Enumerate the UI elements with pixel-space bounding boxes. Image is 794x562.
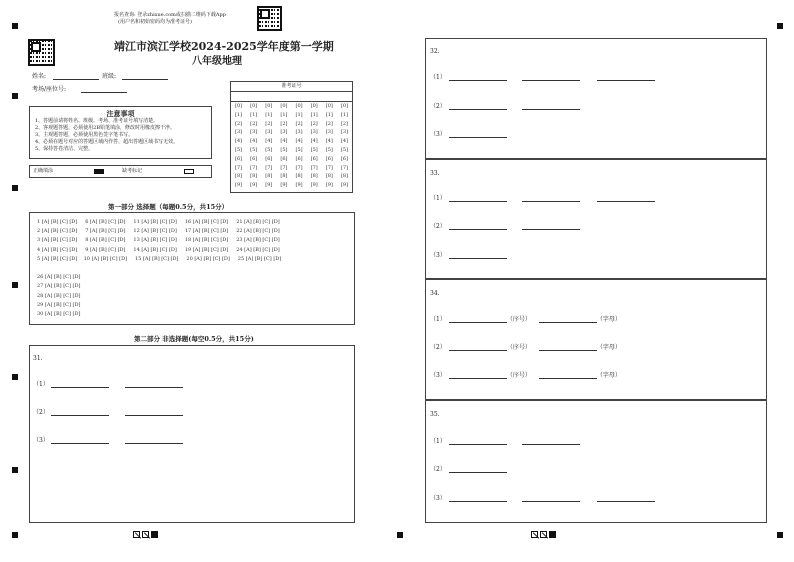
ticket-digit-bubble[interactable]: [7] xyxy=(325,164,333,171)
answer-blank[interactable] xyxy=(539,344,597,351)
registration-mark xyxy=(777,23,783,29)
ticket-digit-bubble[interactable]: [1] xyxy=(325,111,333,118)
question-31-box xyxy=(29,345,355,523)
absent-label: 缺考标记 xyxy=(122,168,143,174)
ticket-digit-bubble[interactable]: [7] xyxy=(235,164,243,171)
answer-blank[interactable] xyxy=(449,131,507,138)
item-number: （2） xyxy=(430,466,446,473)
ticket-digit-bubble[interactable]: [6] xyxy=(250,155,258,162)
ticket-digit-bubble[interactable]: [1] xyxy=(265,111,273,118)
answer-blank[interactable] xyxy=(597,495,655,502)
letter-hint: （字母） xyxy=(596,372,621,379)
answer-blank[interactable] xyxy=(522,223,580,230)
answer-blank[interactable] xyxy=(449,372,507,379)
answer-blank[interactable] xyxy=(597,195,655,202)
letter-hint: （字母） xyxy=(596,316,621,323)
item-number: （3） xyxy=(430,495,446,502)
ticket-digit-bubble[interactable]: [3] xyxy=(295,129,303,136)
ticket-digit-bubble[interactable]: [3] xyxy=(280,129,288,136)
answer-blank[interactable] xyxy=(51,409,109,416)
sequence-hint: （序号） xyxy=(506,372,531,379)
ticket-digit-bubble[interactable]: [0] xyxy=(325,103,333,109)
slash-box-icon xyxy=(133,531,140,538)
q34-row-3 xyxy=(430,370,621,379)
ticket-digit-bubble[interactable]: [0] xyxy=(280,103,288,109)
ticket-digit-bubble[interactable]: [1] xyxy=(235,111,243,118)
choice-row[interactable]: 26 [A] [B] [C] [D] xyxy=(37,274,81,281)
q33-row-3 xyxy=(430,250,507,259)
part1-title: 第一部分 选择题（每题0.5分，共15分） xyxy=(108,203,229,211)
registration-mark xyxy=(12,282,18,288)
name-field[interactable] xyxy=(53,79,99,80)
answer-blank[interactable] xyxy=(597,74,655,81)
notes-item: 2、客观题答题，必须使用2B铅笔填涂，修改时用橡皮擦干净。 xyxy=(35,125,176,131)
answer-blank[interactable] xyxy=(449,74,507,81)
ticket-digit-bubble[interactable]: [4] xyxy=(295,138,303,145)
question-32-box xyxy=(425,38,767,159)
choice-row[interactable]: 29 [A] [B] [C] [D] xyxy=(37,301,81,308)
ticket-digit-bubble[interactable]: [5] xyxy=(310,146,318,153)
room-label: 考场/座位号: xyxy=(32,86,67,93)
ticket-digit-bubble[interactable]: [6] xyxy=(340,155,348,162)
item-number: （1） xyxy=(33,381,49,388)
q33-row-1 xyxy=(430,193,655,202)
answer-blank[interactable] xyxy=(522,103,580,110)
ticket-digit-bubble[interactable]: [4] xyxy=(310,138,318,145)
ticket-digit-bubble[interactable]: [8] xyxy=(250,173,258,180)
choice-row[interactable]: 4 [A] [B] [C] [D] 9 [A] [B] [C] [D] 14 [A] [B] [C] [D] 19 [A] [B] [C] [D] 24 [A] [B] [C] [D] xyxy=(37,246,280,253)
notice-line-1: 报名查询: 登录zhixue.com或扫描二维码下载App xyxy=(114,12,226,18)
notes-item: 5、保持答卷清洁、完整。 xyxy=(35,146,94,152)
question-35-number: 35. xyxy=(430,411,440,418)
ticket-digit-bubble[interactable]: [0] xyxy=(340,103,348,109)
room-field[interactable] xyxy=(81,92,127,93)
answer-blank[interactable] xyxy=(449,223,507,230)
ticket-digit-bubble[interactable]: [9] xyxy=(295,182,303,189)
ticket-digit-bubble[interactable]: [9] xyxy=(280,182,288,189)
ticket-digit-bubble[interactable]: [7] xyxy=(340,164,348,171)
page-title: 靖江市滨江学校2024-2025学年度第一学期 xyxy=(114,40,334,53)
ticket-digit-bubble[interactable]: [3] xyxy=(250,129,258,136)
ticket-digit-bubble[interactable]: [6] xyxy=(295,155,303,162)
ticket-digit-bubble[interactable]: [6] xyxy=(265,155,273,162)
question-31-number: 31. xyxy=(33,355,43,362)
ticket-digit-bubble[interactable]: [1] xyxy=(280,111,288,118)
page-subtitle: 八年级地理 xyxy=(192,56,242,67)
q32-row-1 xyxy=(430,72,655,81)
ticket-digit-bubble[interactable]: [8] xyxy=(310,173,318,180)
ticket-digit-bubble[interactable]: [0] xyxy=(250,103,258,109)
q32-row-2 xyxy=(430,101,580,110)
ticket-digit-bubble[interactable]: [8] xyxy=(325,173,333,180)
ticket-digit-bubble[interactable]: [8] xyxy=(295,173,303,180)
ticket-digit-bubble[interactable]: [3] xyxy=(265,129,273,136)
ticket-digit-bubble[interactable]: [2] xyxy=(310,120,318,127)
ticket-digit-bubble[interactable]: [2] xyxy=(295,120,303,127)
ticket-digit-bubble[interactable]: [6] xyxy=(235,155,243,162)
ticket-digit-bubble[interactable]: [3] xyxy=(325,129,333,136)
q32-row-3 xyxy=(430,129,507,138)
registration-mark xyxy=(12,374,18,380)
part2-title: 第二部分 非选择题(每空0.5分，共15分) xyxy=(134,335,254,343)
ticket-digit-bubble[interactable]: [9] xyxy=(265,182,273,189)
ticket-digit-bubble[interactable]: [1] xyxy=(340,111,348,118)
ticket-digit-bubble[interactable]: [5] xyxy=(295,146,303,153)
ticket-digit-bubble[interactable]: [3] xyxy=(340,129,348,136)
notes-title: 注意事项 xyxy=(106,109,135,118)
answer-blank[interactable] xyxy=(522,438,580,445)
ticket-digit-bubble[interactable]: [1] xyxy=(295,111,303,118)
ticket-input-row[interactable] xyxy=(231,92,352,102)
ticket-digit-bubble[interactable]: [2] xyxy=(325,120,333,127)
ticket-digit-bubble[interactable]: [2] xyxy=(340,120,348,127)
sheet-marker-left xyxy=(133,531,160,538)
q31-row-3 xyxy=(33,435,183,444)
answer-blank[interactable] xyxy=(522,495,580,502)
ticket-digit-bubble[interactable]: [4] xyxy=(265,138,273,145)
registration-mark xyxy=(777,532,783,538)
notice-line-2: (用户名和初始密码均为准考证号) xyxy=(118,19,192,25)
answer-blank[interactable] xyxy=(449,316,507,323)
choice-row[interactable]: 28 [A] [B] [C] [D] xyxy=(37,292,81,299)
answer-blank[interactable] xyxy=(449,438,507,445)
ticket-label: 准考证号 xyxy=(231,82,352,92)
choice-row[interactable]: 1 [A] [B] [C] [D] 6 [A] [B] [C] [D] 11 [A] [B] [C] [D] 16 [A] [B] [C] [D] 21 [A] [B] [C] [D] xyxy=(37,219,280,225)
ticket-digit-bubble[interactable]: [4] xyxy=(325,138,333,145)
ticket-digit-bubble[interactable]: [8] xyxy=(265,173,273,180)
answer-blank[interactable] xyxy=(51,381,109,388)
ticket-digit-bubble[interactable]: [9] xyxy=(340,182,348,189)
answer-blank[interactable] xyxy=(539,316,597,323)
slash-box-icon xyxy=(531,531,538,538)
ticket-digit-bubble[interactable]: [5] xyxy=(265,146,273,153)
answer-blank[interactable] xyxy=(522,195,580,202)
question-33-number: 33. xyxy=(430,170,440,177)
question-34-box xyxy=(425,279,767,400)
answer-blank[interactable] xyxy=(449,103,507,110)
item-number: （2） xyxy=(33,409,49,416)
ticket-digit-bubble[interactable]: [5] xyxy=(340,146,348,153)
ticket-digit-bubble[interactable]: [8] xyxy=(235,173,243,180)
item-number: （2） xyxy=(430,103,446,110)
choice-answer-box xyxy=(29,212,355,325)
ticket-digit-bubble[interactable]: [5] xyxy=(325,146,333,153)
ticket-digit-bubble[interactable]: [4] xyxy=(340,138,348,145)
item-number: （2） xyxy=(430,223,446,230)
answer-blank[interactable] xyxy=(125,409,183,416)
question-33-box xyxy=(425,159,767,279)
ticket-digit-bubble[interactable]: [0] xyxy=(265,103,273,109)
ticket-number-box xyxy=(230,81,353,193)
ticket-digit-bubble[interactable]: [0] xyxy=(235,103,243,109)
choice-row[interactable]: 3 [A] [B] [C] [D] 8 [A] [B] [C] [D] 13 [A] [B] [C] [D] 18 [A] [B] [C] [D] 23 [A] [B] [C] [D] xyxy=(37,237,280,244)
ticket-digit-bubble[interactable]: [2] xyxy=(250,120,258,127)
notes-box xyxy=(29,106,212,159)
ticket-digit-bubble[interactable]: [9] xyxy=(235,182,243,189)
sequence-hint: （序号） xyxy=(506,344,531,351)
fill-example-box xyxy=(29,165,212,178)
ticket-digit-bubble[interactable]: [6] xyxy=(310,155,318,162)
ticket-digit-bubble[interactable]: [3] xyxy=(310,129,318,136)
item-number: （1） xyxy=(430,74,446,81)
question-34-number: 34. xyxy=(430,290,440,297)
letter-hint: （字母） xyxy=(596,344,621,351)
item-number: （3） xyxy=(33,437,49,444)
ticket-digit-bubble[interactable]: [6] xyxy=(280,155,288,162)
ticket-digit-grid[interactable] xyxy=(231,102,352,190)
class-label: 班级: xyxy=(102,73,117,80)
ticket-digit-bubble[interactable]: [7] xyxy=(295,164,303,171)
ticket-digit-bubble[interactable]: [7] xyxy=(250,164,258,171)
ticket-digit-bubble[interactable]: [2] xyxy=(235,120,243,127)
q35-row-2 xyxy=(430,464,507,473)
item-number: （1） xyxy=(430,316,446,323)
ticket-digit-bubble[interactable]: [1] xyxy=(310,111,318,118)
item-number: （1） xyxy=(430,195,446,202)
notes-item: 4、必须在题号对应的答题区域内作答，超出答题区域书写无效。 xyxy=(35,139,179,145)
answer-blank[interactable] xyxy=(125,381,183,388)
choice-row[interactable]: 30 [A] [B] [C] [D] xyxy=(37,311,81,317)
ticket-digit-bubble[interactable]: [1] xyxy=(250,111,258,118)
item-number: （3） xyxy=(430,131,446,138)
answer-blank[interactable] xyxy=(449,252,507,259)
absent-checkbox[interactable] xyxy=(184,169,194,174)
ticket-digit-bubble[interactable]: [9] xyxy=(250,182,258,189)
ticket-digit-bubble[interactable]: [5] xyxy=(280,146,288,153)
q35-row-1 xyxy=(430,436,580,445)
ticket-digit-bubble[interactable]: [4] xyxy=(280,138,288,145)
registration-mark xyxy=(12,23,18,29)
answer-blank[interactable] xyxy=(449,466,507,473)
sheet-marker-right xyxy=(531,531,558,538)
answer-blank[interactable] xyxy=(449,495,507,502)
ticket-digit-bubble[interactable]: [9] xyxy=(325,182,333,189)
ticket-digit-bubble[interactable]: [2] xyxy=(280,120,288,127)
item-number: （1） xyxy=(430,438,446,445)
slash-box-icon xyxy=(540,531,547,538)
ticket-digit-bubble[interactable]: [3] xyxy=(235,129,243,136)
registration-mark xyxy=(12,185,18,191)
correct-fill-label: 正确填涂 xyxy=(33,168,54,174)
notes-item: 3、主观题答题，必须使用黑色签字笔书写。 xyxy=(35,132,134,138)
ticket-digit-bubble[interactable]: [8] xyxy=(340,173,348,180)
ticket-digit-bubble[interactable]: [9] xyxy=(310,182,318,189)
ticket-digit-bubble[interactable]: [5] xyxy=(250,146,258,153)
filled-box-icon xyxy=(549,531,556,538)
qr-code-icon xyxy=(257,6,282,31)
class-field[interactable] xyxy=(122,79,168,80)
answer-blank[interactable] xyxy=(449,344,507,351)
q31-row-2 xyxy=(33,407,183,416)
notes-item: 1、答题前请将姓名、班级、考场、准考证号填写清楚。 xyxy=(35,118,159,124)
choice-row[interactable]: 5 [A] [B] [C] [D] 10 [A] [B] [C] [D] 15 [A] [B] [C] [D] 20 [A] [B] [C] [D] 25 [A] [B] [C] [D] xyxy=(37,255,282,262)
ticket-digit-bubble[interactable]: [4] xyxy=(235,138,243,145)
answer-blank[interactable] xyxy=(125,437,183,444)
ticket-digit-bubble[interactable]: [7] xyxy=(265,164,273,171)
question-32-number: 32. xyxy=(430,48,440,55)
answer-blank[interactable] xyxy=(51,437,109,444)
ticket-digit-bubble[interactable]: [8] xyxy=(280,173,288,180)
item-number: （3） xyxy=(430,372,446,379)
name-label: 姓名: xyxy=(32,73,47,80)
answer-blank[interactable] xyxy=(522,74,580,81)
registration-mark xyxy=(12,532,18,538)
registration-mark xyxy=(397,532,403,538)
registration-mark xyxy=(12,93,18,99)
ticket-digit-bubble[interactable]: [4] xyxy=(250,138,258,145)
item-number: （2） xyxy=(430,344,446,351)
ticket-digit-bubble[interactable]: [2] xyxy=(265,120,273,127)
qr-code-icon xyxy=(28,39,55,66)
item-number: （3） xyxy=(430,252,446,259)
q33-row-2 xyxy=(430,221,580,230)
ticket-digit-bubble[interactable]: [7] xyxy=(280,164,288,171)
registration-mark xyxy=(12,467,18,473)
filled-box-icon xyxy=(151,531,158,538)
q34-row-1 xyxy=(430,314,621,323)
q31-row-1 xyxy=(33,379,183,388)
correct-fill-sample-icon xyxy=(94,169,104,174)
ticket-digit-bubble[interactable]: [7] xyxy=(310,164,318,171)
q35-row-3 xyxy=(430,493,655,502)
choice-row[interactable]: 2 [A] [B] [C] [D] 7 [A] [B] [C] [D] 12 [A] [B] [C] [D] 17 [A] [B] [C] [D] 22 [A] [B] [C] [D] xyxy=(37,228,280,235)
question-35-box xyxy=(425,400,767,523)
slash-box-icon xyxy=(142,531,149,538)
ticket-digit-bubble[interactable]: [5] xyxy=(235,146,243,153)
ticket-digit-bubble[interactable]: [6] xyxy=(325,155,333,162)
answer-blank[interactable] xyxy=(539,372,597,379)
ticket-digit-bubble[interactable]: [0] xyxy=(310,103,318,109)
answer-blank[interactable] xyxy=(449,195,507,202)
sequence-hint: （序号） xyxy=(506,316,531,323)
choice-row[interactable]: 27 [A] [B] [C] [D] xyxy=(37,283,81,290)
ticket-digit-bubble[interactable]: [0] xyxy=(295,103,303,109)
q34-row-2 xyxy=(430,342,621,351)
